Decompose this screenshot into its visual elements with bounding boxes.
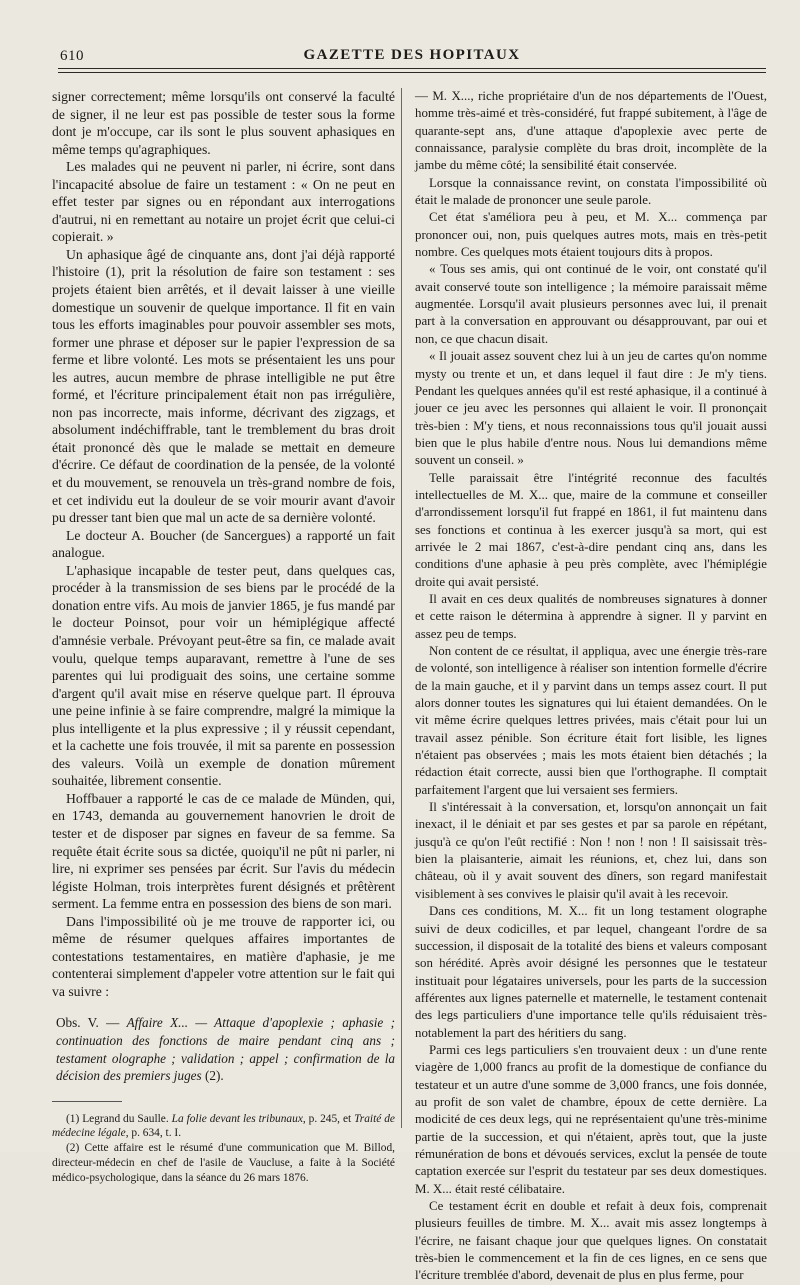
- footnote-2: (2) Cette affaire est le résumé d'une communication que M. Billod, directeur-médecin en chef de l'asile de Vaucluse, a faite à la Société médico-psychologique, dans la séance du 26 mars 1876.: [52, 1142, 395, 1184]
- footnote-italic: Traité de médecine légale: [52, 1112, 395, 1140]
- paragraph: Dans l'impossibilité où je me trouve de rapporter ici, ou même de résumer quelques affaires importantes de contestations testamentaires, en matière d'aphasie, je me contenterai simplement d'appeler votre attention sur le fait qui va suivre :: [52, 913, 395, 999]
- paragraph: Ce testament écrit en double et refait à deux fois, comprenait plusieurs feuilles de timbre. M. X... avait mis assez longtemps à l'écrire, ne faisant chaque jour que quelques lignes. On constatait très-bien le commencement et la fin de ces lignes, en ce sens que l'écriture tremblée d'abord, devenait de plus en plus ferme, pour: [415, 1199, 767, 1283]
- footnote-text: (1) Legrand du Saulle.: [66, 1112, 169, 1125]
- page-header: [56, 44, 768, 68]
- page-number: 610: [60, 48, 84, 64]
- footnote-text: , p. 634, t. I.: [125, 1127, 182, 1140]
- paragraph: L'aphasique incapable de tester peut, dans quelques cas, procéder à la transmission de ses biens par le procédé de la donation entre vifs. Au mois de janvier 1865, je fus mandé par le docteur Poinsot, pour voir un hémiplégique affecté d'amnésie verbale. Prévoyant peut-être sa fin, ce malade avait voulu, quelque temps auparavant, remettre à l'une de ses parentes qui lui prodiguait des soins, une certaine somme d'argent qu'il avait mise en réserve quelque part. Il éprouva une peine infinie à se faire comprendre, malgré la mimique la plus intelligente et la plus expressive ; il y réussit cependant, et la cachette une fois trouvée, il mit sa parente en possession des valeurs. Voilà un exemple de donation mûrement souhaitée, librement consentie.: [52, 562, 395, 789]
- footnote-text: , p. 245, et: [302, 1112, 352, 1125]
- paragraph: signer correctement; même lorsqu'ils ont conservé la faculté de signer, il ne leur est pas possible de tester sous la forme dont je m'occupe, car ils sont le plus souvent aphasiques en même temps qu'agraphiques.: [52, 89, 395, 157]
- journal-title: GAZETTE DES HOPITAUX: [303, 47, 521, 63]
- paragraph: Lorsque la connaissance revint, on constata l'impossibilité où était le malade de prononcer une seule parole.: [415, 175, 767, 208]
- footnote-italic: La folie devant les tribunaux: [171, 1112, 303, 1125]
- paragraph: Les malades qui ne peuvent ni parler, ni écrire, sont dans l'incapacité absolue de faire un testament : « On ne peut en effet tester par signes ou en répondant aux interrogations d'autrui, ni en remettant au notaire un projet écrit que celui-ci copierait. »: [52, 159, 395, 245]
- paragraph: « Il jouait assez souvent chez lui à un jeu de cartes qu'on nomme mysty ou trente et un, et dans lequel il faut dire : Je m'y tiens. Pendant les quelques années qu'il est resté aphasique, il a continué à jouer ce jeu avec les personnes qui allaient le voir. Il prononçait très-bien : M'y tiens, et nous reconnaissions tous qu'il jouait aussi bien que le plus habile d'entre nous. Nous lui demandions même souvent un conseil. »: [415, 349, 767, 468]
- observation-title: Affaire X... — Attaque d'apoplexie ; aphasie ; continuation des fonctions de maire pendant cinq ans ; testament olographe ; validation ; appel ; confirmation de la décision des premiers juges: [56, 1015, 396, 1084]
- paragraph: Dans ces conditions, M. X... fit un long testament olographe suivi de deux codicilles, et par lequel, changeant l'ordre de sa succession, il disposait de la totalité des biens et valeurs composant son hérédité. Après avoir désigné les personnes que le testateur instituait pour légataires universels, pour les parts de la succession afférentes aux lignes paternelle et maternelle, le testament contenait des legs particuliers d'une importance telle qu'ils réduisaient très-notablement la part des héritiers du sang.: [415, 904, 767, 1040]
- paragraph: Hoffbauer a rapporté le cas de ce malade de Münden, qui, en 1743, demanda au gouvernement hanovrien le droit de tester et de disposer par signes en faveur de sa femme. Sa requête était écrite sous sa dictée, quoiqu'il ne pût ni parler, ni lire, ni exprimer ses pensées par écrit. Sur l'avis du médecin légiste Holman, trois interprètes furent désignés et prêtèrent serment. La femme entra en possession des biens de son mari.: [52, 790, 395, 912]
- paragraph: Le docteur A. Boucher (de Sancergues) a rapporté un fait analogue.: [52, 527, 395, 561]
- paragraph: Il s'intéressait à la conversation, et, lorsqu'on annonçait un fait inexact, il le déniait et par ses gestes et par sa parole en répétant, jusqu'à ce qu'on l'eût rectifié : Non ! non ! non ! Il saisissait très-bien la plaisanterie, aimait les réunions, et, chez lui, dans son château, où il y avait souvent des dîners, son regard manifestait visiblement à ses convives le plaisir qu'il avait à les recevoir.: [415, 800, 767, 901]
- observation-ref: (2).: [204, 1068, 224, 1084]
- paragraph: Telle paraissait être l'intégrité reconnue des facultés intellectuelles de M. X... que, maire de la commune et conseiller d'arrondissement lorsqu'il fut frappé en 1861, il fut maintenu dans ses fonctions et continua à les exercer jusqu'à sa mort, qui est arrivée le 2 mai 1867, c'est-à-dire pendant cinq ans, dans les conditions d'une aphasie à peu près complète, avec l'hémiplégie droite qui avait persisté.: [415, 470, 767, 589]
- observation-label: Obs. V. —: [56, 1015, 120, 1031]
- paragraph: Parmi ces legs particuliers s'en trouvaient deux : un d'une rente viagère de 1,000 francs au profit de la domestique de confiance du testateur et un autre d'une somme de 3,000 francs, une fois donnée, au profit de son valet de chambre, époux de cette dernière. La modicité de ces deux legs, qui ne représentaient qu'une très-minime partie de la succession, et qui n'étaient, après tout, que la juste rémunération de bons et dévoués services, exclut la pensée de toute captation exercée sur l'esprit du testateur par ses deux domestiques. M. X... était resté célibataire.: [415, 1042, 767, 1196]
- footnote-separator: [52, 1101, 122, 1102]
- right-column: [415, 88, 767, 1285]
- paragraph: Non content de ce résultat, il appliqua, avec une énergie très-rare de volonté, son intelligence à réaliser son intention formelle d'écrire de la main gauche, et il y parvint dans un temps assez court. Il put alors donner toutes les signatures qui lui étaient demandées. On le vit même écrire quelques lettres privées, mais c'était pour lui un travail assez pénible. Son écriture était fort lisible, les lignes n'étaient pas observées ; mais les mots étaient bien détachés ; la rédaction était correcte, aussi bien que l'orthographe. Il comptait parfaitement l'argent que lui versaient ses fermiers.: [415, 644, 767, 797]
- column-divider: [401, 88, 402, 1128]
- footnote-1: [52, 1112, 395, 1142]
- paragraph: — M. X..., riche propriétaire d'un de nos départements de l'Ouest, homme très-aimé et très-considéré, fut frappé subitement, à l'âge de quarante-sept ans, d'une attaque d'apoplexie avec perte de connaissance, paralysie complète du bras droit, incomplète de la jambe du même côté; la sensibilité était conservée.: [415, 89, 767, 173]
- observation-heading: [52, 1014, 395, 1084]
- header-rule-top: [58, 68, 766, 69]
- paragraph: Il avait en ces deux qualités de nombreuses signatures à donner et cette raison le détermina à apprendre à signer. Il y parvint en assez peu de temps.: [415, 591, 767, 641]
- paragraph: Un aphasique âgé de cinquante ans, dont j'ai déjà rapporté l'histoire (1), prit la résolution de faire son testament : ses projets étaient bien arrêtés, et il devait laisser à une vieille domestique un souvenir de quelque importance. Il fit en vain tous les efforts imaginables pour pouvoir assembler ses mots, former une phrase et déposer sur le papier l'expression de sa ferme et libre volonté. Les mots se présentaient les uns pour les autres, aucun membre de phrase intelligible ne put être formé, et l'écriture principalement était non pas irrégulière, non pas incorrecte, mais informe, décrivant des zigzags, et absolument indéchiffrable, tant le tremblement du bras droit était prononcé dès que le malade se mettait en demeure d'écrire. Ce défaut de coordination de la pensée, de la volonté et du mouvement, se renouvela un très-grand nombre de fois, et cet individu eut la douleur de se voir mourir avant d'avoir pu dresser tant bien que mal un acte de sa dernière volonté.: [52, 246, 395, 526]
- header-rule-bottom: [58, 72, 766, 73]
- paragraph: Cet état s'améliora peu à peu, et M. X... commença par prononcer oui, non, puis quelques autres mots, mais en très-petit nombre. Ces quelques mots étaient toujours dits à propos.: [415, 210, 767, 260]
- left-column: [52, 88, 395, 1186]
- paragraph: « Tous ses amis, qui ont continué de le voir, ont constaté qu'il avait conservé toute son intelligence ; la mémoire paraissait même augmentée. Lorsqu'il avait plusieurs personnes avec lui, il prenait part à la conversation en approuvant ou désapprouvant, par oui et non, ce que chacun disait.: [415, 262, 767, 346]
